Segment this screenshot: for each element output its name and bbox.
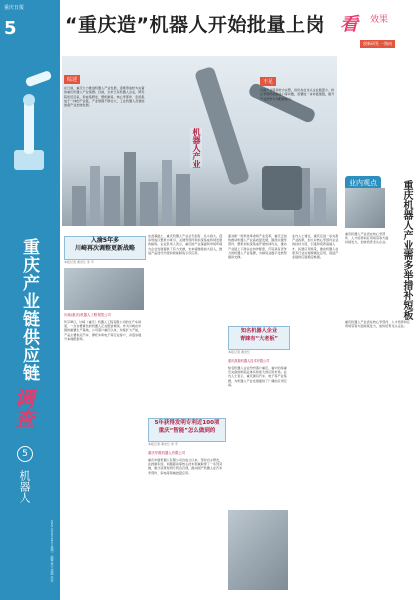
page-number: 5	[4, 18, 17, 39]
hero-vertical-label: 机器人产业	[192, 128, 201, 168]
shortcoming-tag: 不足	[260, 77, 276, 86]
section-text-2: 重庆华数机器人有限公司自成立以来，坚持自主研发，在控制系统、伺服驱动等核心技术领域取得了一系列突破，累计获得发明专利近百项，推动国产机器人在汽车零部件、家电等领域批量应用。	[148, 458, 223, 475]
survey-label: 调查	[11, 388, 35, 428]
effect-logo	[340, 10, 414, 50]
effect-big: 看	[340, 14, 358, 35]
section-photo-3	[228, 510, 288, 590]
section-subhead-1: 川崎(重庆)机器人工程有限公司	[64, 313, 111, 317]
section-title-2: 5年获得发明专利近100项 重庆“智能”怎么做到的	[154, 420, 220, 434]
section-byline-3: 本报记者 黄光红	[228, 350, 250, 354]
editorial-text: 重庆机器人产业需在核心零部件、人才培养和应用场景等方面持续发力，加快培育龙头企业。	[345, 232, 389, 245]
section-box-3	[228, 326, 290, 350]
section-title-3: 知名机器人企业 青睐有“大老板”	[240, 328, 278, 342]
body-col-mid: 在此基础上，重庆机器人产业从无到有、从小到大，逐步形成以整机为牵引，关键零部件和系统集成协同发展的格局。企业负责人表示，重庆的产业基础和市场环境为企业发展提供了有力支撑，未来将继续加大投入，推进产品迭代升级和智能制造示范应用。	[148, 234, 223, 255]
section-box-2	[148, 418, 226, 442]
overview-text: 在日前，重庆大力推进机器人产业发展，逐渐形成较为完备的重庆机器人产业集群。目前，全市已有机器人企业，研究院所近百家，形成集研发、整机制造、核心零部件、系统集成于一体的产业链，产业规模不断壮大，工业机器人及智能装备产业加快发展。	[64, 86, 145, 108]
page-meta: 2021年10月18日 星期一 编辑 周大 美编 李安	[50, 520, 54, 583]
body-col-right: 面对新一轮科技革命和产业变革，重庆正加快推动机器人产业高质量发展，围绕关键零部件、整机和系统集成开展协同攻关，推动产业链上下游企业协作配套，打造具有竞争力的机器人产业集群，为制造业数字化转型提供支撑。	[228, 234, 287, 260]
section-subhead-3: 重庆凯瑞机器人技术有限公司	[228, 359, 270, 363]
editorial-title: 重庆机器人产业需多举措补短板	[401, 180, 412, 320]
effect-small: 效果	[370, 15, 389, 25]
section-byline-2: 本报记者 黄光红 李 平	[148, 442, 178, 446]
paper-brand: 重庆日报	[4, 5, 25, 11]
series-subject: 机器人	[18, 470, 31, 503]
series-number: 5	[17, 446, 33, 462]
left-banner	[0, 0, 60, 600]
editorial-head: 业内观点	[345, 176, 381, 190]
section-title-1: 入渝5年多 川崎再次调整更新战略	[74, 237, 135, 252]
headline: “重庆造”机器人开始批量上岗	[65, 14, 325, 36]
section-photo-1	[64, 268, 144, 310]
body-col-far: 业内人士建议，重庆应进一步完善产业政策，加大对核心零部件企业的扶持力度，引进和培养高端人才，拓展应用场景，推动机器人在更多行业实现规模化应用，促进产业链供应链稳定畅通。	[292, 234, 339, 260]
overview-box	[64, 66, 146, 107]
editorial-col-2: 重庆机器人产业需在核心零部件、人才培养和应用场景等方面持续发力，加快培育龙头企业。	[345, 320, 410, 329]
effect-tagline: 创新研发 一路向	[360, 40, 395, 48]
overview-tag: 综述	[64, 75, 80, 84]
section-byline-1: 本报记者 黄光红 李 平	[64, 260, 94, 264]
vertical-title: 重庆产业链供应链	[19, 238, 39, 382]
shortcoming-text: 目前产业链条较为完整，但仍存在龙头企业数量少、核心零部件依赖进口等问题，需要进一步补链强链，提升产业竞争力与配套能力。	[260, 88, 335, 101]
section-text-1: 5月18日，川崎（重庆）机器人工程有限公司的生产车间里，一台台橙黄色的机器人正在组装调试。作为川崎在中国的重要生产基地，公司落户重庆以来，持续扩大产能，产品主要供应汽车、摩托车和电子等行业客户，并逐步提升本地配套率。	[64, 320, 142, 341]
robot-icon	[8, 60, 52, 180]
shortcoming-box	[260, 68, 336, 101]
section-subhead-2: 重庆华数机器人有限公司	[148, 451, 186, 455]
section-box-1	[64, 236, 146, 260]
section-text-3: 知名机器人企业纷纷落户重庆，看中的是重庆完备的制造业体系和庞大的应用市场。业内人士表示，重庆拥有汽车、电子等产业集群，为机器人产业发展提供了广阔的应用空间。	[228, 366, 287, 387]
editorial-photo	[345, 188, 385, 228]
